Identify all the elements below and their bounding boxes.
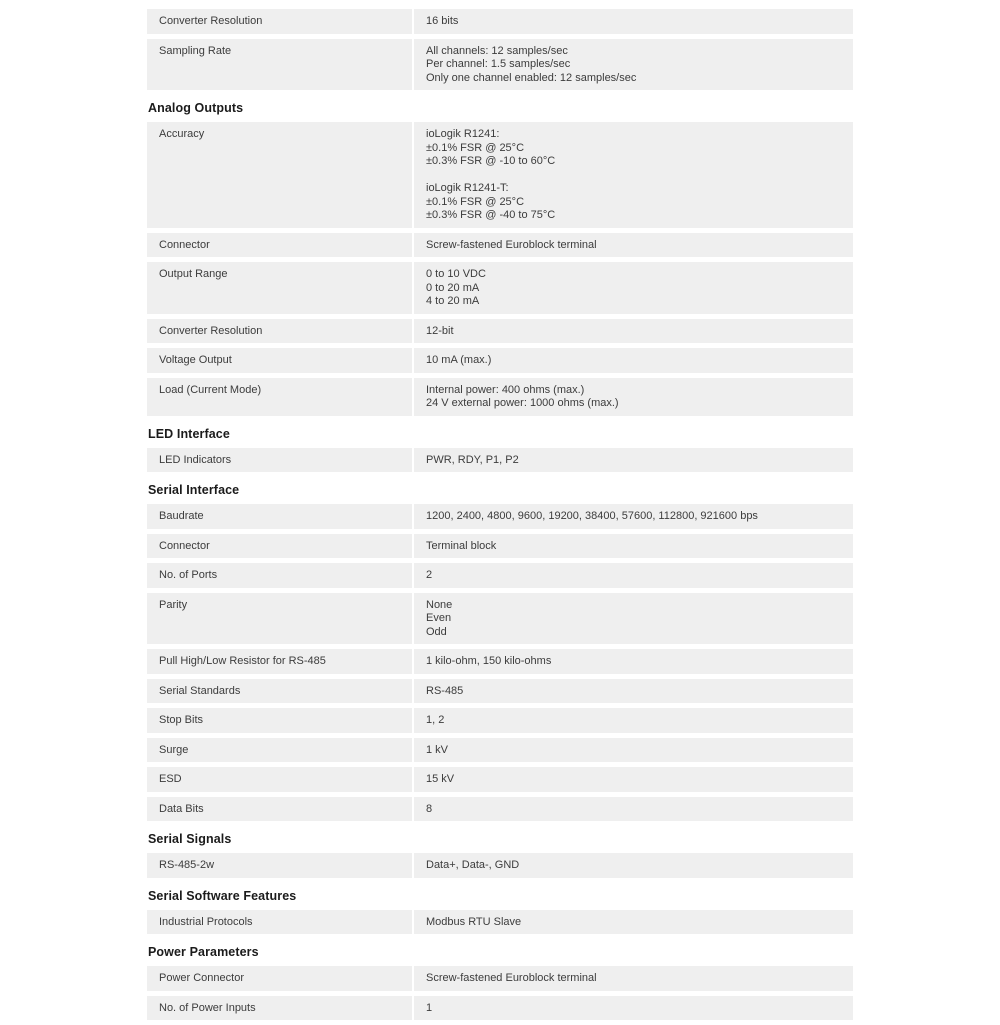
spec-value-line: ±0.1% FSR @ 25°C xyxy=(426,141,525,154)
spec-row xyxy=(147,378,853,416)
section-header: Power Parameters xyxy=(148,945,259,959)
spec-label: No. of Ports xyxy=(147,563,412,588)
spec-label: Parity xyxy=(147,593,412,645)
spec-value-line: ±0.3% FSR @ -40 to 75°C xyxy=(426,209,556,221)
spec-label: No. of Power Inputs xyxy=(147,996,412,1021)
spec-label: Baudrate xyxy=(147,504,412,529)
spec-label: Converter Resolution xyxy=(147,319,412,344)
spec-value xyxy=(414,262,853,314)
section-header: Serial Signals xyxy=(148,832,232,846)
spec-row xyxy=(147,262,853,314)
spec-value xyxy=(414,39,853,91)
spec-row xyxy=(147,504,853,529)
spec-value xyxy=(414,9,853,34)
spec-value xyxy=(414,504,853,529)
spec-value-line: None xyxy=(426,598,453,611)
spec-label: Surge xyxy=(147,738,412,763)
spec-row xyxy=(147,39,853,91)
spec-value xyxy=(414,534,853,559)
spec-value-line: 4 to 20 mA xyxy=(426,295,480,307)
spec-label: Voltage Output xyxy=(147,348,412,373)
spec-table xyxy=(147,9,853,1025)
spec-value-line: 10 mA (max.) xyxy=(426,354,492,366)
spec-label: Output Range xyxy=(147,262,412,314)
spec-value-line: 1 kV xyxy=(426,743,449,756)
spec-row xyxy=(147,348,853,373)
spec-value xyxy=(414,767,853,792)
spec-value-line: RS-485 xyxy=(426,684,464,697)
spec-label: Industrial Protocols xyxy=(147,910,412,935)
spec-value-line: 2 xyxy=(426,569,433,581)
spec-row xyxy=(147,966,853,991)
spec-value-line: 1, 2 xyxy=(426,714,445,726)
spec-row xyxy=(147,767,853,792)
spec-value xyxy=(414,233,853,258)
spec-value-line: 1 xyxy=(426,1001,433,1014)
spec-value-line: All channels: 12 samples/sec xyxy=(426,44,568,57)
spec-row xyxy=(147,9,853,34)
spec-label: Stop Bits xyxy=(147,708,412,733)
spec-label: LED Indicators xyxy=(147,448,412,473)
spec-row xyxy=(147,534,853,559)
spec-label: Connector xyxy=(147,233,412,258)
spec-row xyxy=(147,233,853,258)
spec-row xyxy=(147,122,853,228)
spec-label: Connector xyxy=(147,534,412,559)
spec-value-line: ioLogik R1241-T: xyxy=(426,182,509,194)
spec-label: Sampling Rate xyxy=(147,39,412,91)
spec-label: Data Bits xyxy=(147,797,412,822)
spec-label: Serial Standards xyxy=(147,679,412,704)
spec-row xyxy=(147,563,853,588)
spec-value-line: Only one channel enabled: 12 samples/sec xyxy=(426,71,637,84)
spec-value-line: 1200, 2400, 4800, 9600, 19200, 38400, 57600, 112800, 921600 bps xyxy=(426,510,758,522)
spec-value xyxy=(414,122,853,228)
spec-value-line: Screw-fastened Euroblock terminal xyxy=(426,972,597,984)
spec-value-line: Screw-fastened Euroblock terminal xyxy=(426,238,597,251)
spec-value-line: ±0.3% FSR @ -10 to 60°C xyxy=(426,155,556,167)
spec-row xyxy=(147,593,853,645)
spec-value xyxy=(414,910,853,935)
spec-value xyxy=(414,448,853,473)
spec-value xyxy=(414,708,853,733)
spec-label: Power Connector xyxy=(147,966,412,991)
section-header: Serial Interface xyxy=(148,483,240,497)
spec-value-line: Modbus RTU Slave xyxy=(426,915,522,928)
spec-value xyxy=(414,378,853,416)
spec-row xyxy=(147,649,853,674)
spec-value-line: 15 kV xyxy=(426,773,455,785)
section-header: Serial Software Features xyxy=(148,888,297,903)
spec-label: ESD xyxy=(147,767,412,792)
spec-value-line: ioLogik R1241: xyxy=(426,128,500,140)
spec-value-line: Internal power: 400 ohms (max.) xyxy=(426,383,585,396)
spec-value-line: Data+, Data-, GND xyxy=(426,859,520,871)
spec-value xyxy=(414,738,853,763)
spec-value-line xyxy=(426,169,841,183)
spec-value xyxy=(414,348,853,373)
spec-label: Accuracy xyxy=(147,122,412,228)
spec-value xyxy=(414,853,853,878)
spec-label: Converter Resolution xyxy=(147,9,412,34)
spec-value xyxy=(414,996,853,1021)
spec-value-line: 0 to 20 mA xyxy=(426,281,480,294)
spec-value xyxy=(414,797,853,822)
spec-value-line: ±0.1% FSR @ 25°C xyxy=(426,195,525,208)
spec-row xyxy=(147,797,853,822)
spec-value xyxy=(414,649,853,674)
spec-value-line: 24 V external power: 1000 ohms (max.) xyxy=(426,397,619,409)
spec-value-line: Odd xyxy=(426,625,447,638)
spec-value-line: 12-bit xyxy=(426,324,454,337)
spec-row xyxy=(147,319,853,344)
spec-row xyxy=(147,708,853,733)
spec-value xyxy=(414,563,853,588)
spec-value xyxy=(414,319,853,344)
spec-row xyxy=(147,738,853,763)
spec-row xyxy=(147,853,853,878)
section-header: LED Interface xyxy=(148,426,230,441)
spec-row xyxy=(147,679,853,704)
spec-value-line: 1 kilo-ohm, 150 kilo-ohms xyxy=(426,655,552,667)
spec-row xyxy=(147,910,853,935)
spec-label: Pull High/Low Resistor for RS-485 xyxy=(147,649,412,674)
spec-value-line: 8 xyxy=(426,802,433,815)
spec-value-line: Even xyxy=(426,612,452,624)
spec-value xyxy=(414,966,853,991)
spec-value-line: Terminal block xyxy=(426,539,497,552)
section-header: Analog Outputs xyxy=(148,101,244,115)
spec-row xyxy=(147,996,853,1021)
spec-row xyxy=(147,448,853,473)
spec-value-line: PWR, RDY, P1, P2 xyxy=(426,453,519,466)
spec-value-line: Per channel: 1.5 samples/sec xyxy=(426,58,571,70)
spec-value-line: 16 bits xyxy=(426,15,459,27)
spec-value-line: 0 to 10 VDC xyxy=(426,268,486,280)
spec-value xyxy=(414,593,853,645)
spec-label: RS-485-2w xyxy=(147,853,412,878)
spec-value xyxy=(414,679,853,704)
spec-label: Load (Current Mode) xyxy=(147,378,412,416)
